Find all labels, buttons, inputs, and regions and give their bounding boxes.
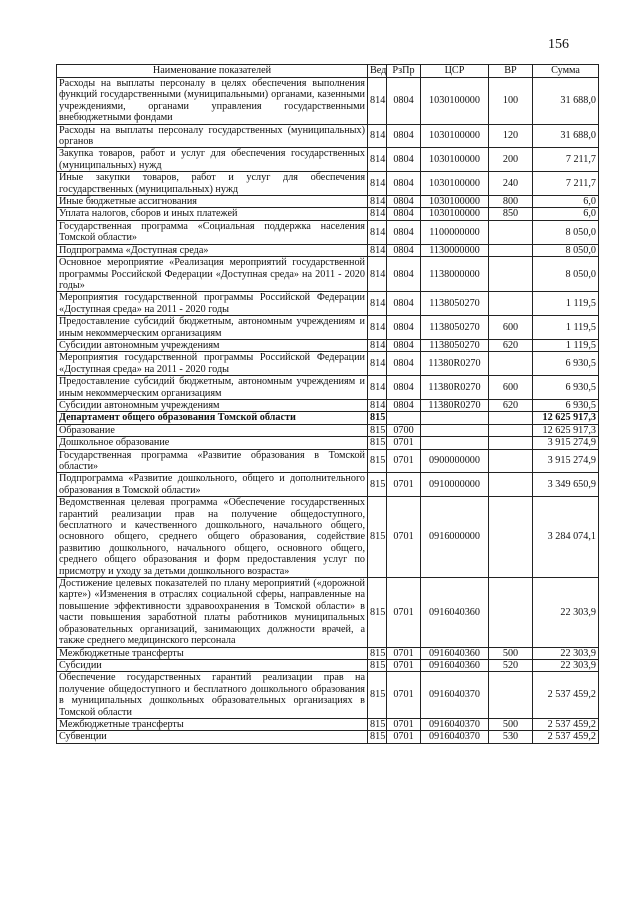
row-name: Дошкольное образование [57,437,368,449]
row-vr [489,220,533,244]
row-sum: 31 688,0 [533,78,599,125]
row-sum: 6,0 [533,196,599,208]
row-csr: 0900000000 [421,449,489,473]
row-name: Субсидии автономным учреждениям [57,399,368,411]
row-vr: 240 [489,172,533,196]
row-sum: 8 050,0 [533,257,599,292]
row-name: Субвенции [57,731,368,743]
row-rzpr: 0804 [387,208,421,220]
row-name: Подпрограмма «Развитие дошкольного, общего и дополнительного образования в Томской области» [57,473,368,497]
table-row [57,376,599,400]
row-name: Иные закупки товаров, работ и услуг для обеспечения государственных (муниципальных) нужд [57,172,368,196]
table-row [57,257,599,292]
row-rzpr: 0804 [387,352,421,376]
row-ved: 814 [368,376,387,400]
table-row [57,437,599,449]
row-sum: 12 625 917,3 [533,424,599,436]
row-sum: 2 537 459,2 [533,672,599,719]
row-csr: 1030100000 [421,196,489,208]
row-name: Уплата налогов, сборов и иных платежей [57,208,368,220]
table-row [57,399,599,411]
row-vr: 600 [489,376,533,400]
row-name: Государственная программа «Развитие образования в Томской области» [57,449,368,473]
row-rzpr: 0804 [387,292,421,316]
row-sum: 31 688,0 [533,124,599,148]
row-vr: 520 [489,659,533,671]
row-csr [421,437,489,449]
row-vr: 120 [489,124,533,148]
row-rzpr: 0804 [387,316,421,340]
row-ved: 814 [368,257,387,292]
row-sum: 6 930,5 [533,399,599,411]
table-row [57,449,599,473]
row-rzpr: 0701 [387,437,421,449]
row-csr: 1100000000 [421,220,489,244]
header-sum: Сумма [533,65,599,78]
row-vr [489,578,533,647]
row-ved: 814 [368,148,387,172]
row-csr: 11380R0270 [421,376,489,400]
row-vr [489,473,533,497]
row-rzpr: 0701 [387,672,421,719]
table-row [57,148,599,172]
row-rzpr: 0804 [387,244,421,256]
header-vr: ВР [489,65,533,78]
row-sum: 6,0 [533,208,599,220]
row-rzpr: 0804 [387,148,421,172]
row-rzpr: 0701 [387,647,421,659]
row-name: Достижение целевых показателей по плану мероприятий («дорожной карте») «Изменения в отраслях социальной сферы, направленные на повышение эффективности здравоохранения в Томской области» в части повышения заработной платы работников муниципальных образовательных организаций, занимающих должности врачей, а также среднего медицинского персонала [57,578,368,647]
row-name: Предоставление субсидий бюджетным, автономным учреждениям и иным некоммерческим организациям [57,376,368,400]
header-rzpr: РзПр [387,65,421,78]
table-row [57,292,599,316]
row-ved: 815 [368,497,387,578]
row-ved: 814 [368,172,387,196]
row-csr: 0916040360 [421,659,489,671]
row-rzpr: 0804 [387,78,421,125]
row-ved: 815 [368,659,387,671]
row-vr [489,449,533,473]
row-rzpr: 0701 [387,449,421,473]
row-sum: 2 537 459,2 [533,731,599,743]
row-name: Подпрограмма «Доступная среда» [57,244,368,256]
row-rzpr: 0701 [387,718,421,730]
row-rzpr: 0804 [387,172,421,196]
row-sum: 7 211,7 [533,172,599,196]
row-vr: 530 [489,731,533,743]
row-csr: 1030100000 [421,78,489,125]
row-vr [489,257,533,292]
row-rzpr: 0804 [387,257,421,292]
header-name: Наименование показателей [57,65,368,78]
row-vr: 850 [489,208,533,220]
row-csr: 1138050270 [421,292,489,316]
row-rzpr: 0804 [387,399,421,411]
row-name: Департамент общего образования Томской области [57,412,368,424]
row-ved: 814 [368,244,387,256]
row-ved: 814 [368,208,387,220]
row-vr: 200 [489,148,533,172]
row-ved: 814 [368,196,387,208]
row-sum: 8 050,0 [533,244,599,256]
row-rzpr: 0804 [387,376,421,400]
row-sum: 8 050,0 [533,220,599,244]
row-ved: 814 [368,316,387,340]
row-vr: 800 [489,196,533,208]
row-ved: 815 [368,647,387,659]
row-vr: 620 [489,339,533,351]
table-row [57,196,599,208]
row-name: Закупка товаров, работ и услуг для обеспечения государственных (муниципальных) нужд [57,148,368,172]
row-name: Расходы на выплаты персоналу в целях обеспечения выполнения функций государственными (муниципальными) органами, казенными учреждениями, органами управления государственными внебюджетными фондами [57,78,368,125]
row-name: Основное мероприятие «Реализация мероприятий государственной программы Российской Федерации «Доступная среда» на 2011 - 2020 годы» [57,257,368,292]
table-row [57,352,599,376]
budget-table [56,64,599,744]
row-name: Государственная программа «Социальная поддержка населения Томской области» [57,220,368,244]
row-csr: 1138000000 [421,257,489,292]
row-rzpr [387,412,421,424]
table-body [57,78,599,744]
row-name: Межбюджетные трансферты [57,718,368,730]
row-name: Образование [57,424,368,436]
row-ved: 815 [368,718,387,730]
row-vr [489,244,533,256]
table-row [57,578,599,647]
table-row [57,78,599,125]
row-sum: 2 537 459,2 [533,718,599,730]
row-csr: 1030100000 [421,208,489,220]
row-ved: 814 [368,399,387,411]
table-row [57,647,599,659]
row-name: Субсидии [57,659,368,671]
row-vr [489,292,533,316]
table-row [57,497,599,578]
row-csr: 1138050270 [421,339,489,351]
row-rzpr: 0701 [387,473,421,497]
table-row [57,316,599,340]
table-row [57,208,599,220]
table-row [57,659,599,671]
row-vr [489,412,533,424]
row-csr: 1030100000 [421,124,489,148]
row-csr: 0916040370 [421,731,489,743]
row-vr: 620 [489,399,533,411]
table-row [57,124,599,148]
row-rzpr: 0701 [387,578,421,647]
row-name: Мероприятия государственной программы Российской Федерации «Доступная среда» на 2011 - 2020 годы [57,292,368,316]
row-sum: 3 284 074,1 [533,497,599,578]
row-rzpr: 0701 [387,731,421,743]
row-rzpr: 0804 [387,339,421,351]
row-vr [489,497,533,578]
row-sum: 12 625 917,3 [533,412,599,424]
row-ved: 814 [368,292,387,316]
row-ved: 815 [368,473,387,497]
row-csr: 0916040370 [421,672,489,719]
row-ved: 814 [368,352,387,376]
row-sum: 22 303,9 [533,647,599,659]
row-csr: 0916000000 [421,497,489,578]
row-ved: 814 [368,339,387,351]
row-ved: 815 [368,672,387,719]
table-row [57,672,599,719]
row-csr: 11380R0270 [421,352,489,376]
row-vr: 600 [489,316,533,340]
row-name: Мероприятия государственной программы Российской Федерации «Доступная среда» на 2011 - 2020 годы [57,352,368,376]
row-sum: 6 930,5 [533,376,599,400]
table-row [57,220,599,244]
row-name: Обеспечение государственных гарантий реализации прав на получение общедоступного и бесплатного дошкольного образования в муниципальных дошкольных образовательных организациях в Томской области [57,672,368,719]
row-name: Предоставление субсидий бюджетным, автономным учреждениям и иным некоммерческим организациям [57,316,368,340]
table-row [57,731,599,743]
row-sum: 22 303,9 [533,578,599,647]
row-sum: 3 915 274,9 [533,449,599,473]
table-row [57,244,599,256]
row-ved: 815 [368,578,387,647]
table-header-row [57,65,599,78]
row-csr: 0916040360 [421,578,489,647]
row-csr: 1138050270 [421,316,489,340]
row-ved: 815 [368,412,387,424]
row-vr [489,352,533,376]
header-csr: ЦСР [421,65,489,78]
row-vr: 500 [489,647,533,659]
row-csr: 0916040370 [421,718,489,730]
row-ved: 814 [368,220,387,244]
row-ved: 814 [368,78,387,125]
table-row [57,424,599,436]
row-csr: 11380R0270 [421,399,489,411]
row-rzpr: 0701 [387,659,421,671]
row-ved: 815 [368,449,387,473]
row-name: Расходы на выплаты персоналу государственных (муниципальных) органов [57,124,368,148]
row-vr [489,437,533,449]
row-rzpr: 0804 [387,220,421,244]
row-name: Межбюджетные трансферты [57,647,368,659]
row-csr [421,424,489,436]
table-row [57,473,599,497]
row-vr: 500 [489,718,533,730]
row-rzpr: 0804 [387,196,421,208]
row-csr: 0910000000 [421,473,489,497]
row-sum: 3 349 650,9 [533,473,599,497]
row-csr: 1130000000 [421,244,489,256]
row-sum: 6 930,5 [533,352,599,376]
row-ved: 815 [368,731,387,743]
row-ved: 815 [368,437,387,449]
row-vr [489,424,533,436]
row-sum: 22 303,9 [533,659,599,671]
row-name: Субсидии автономным учреждениям [57,339,368,351]
row-csr [421,412,489,424]
table-row [57,718,599,730]
row-rzpr: 0701 [387,497,421,578]
table-row [57,339,599,351]
row-ved: 815 [368,424,387,436]
row-rzpr: 0804 [387,124,421,148]
row-vr: 100 [489,78,533,125]
row-rzpr: 0700 [387,424,421,436]
row-sum: 1 119,5 [533,292,599,316]
row-csr: 0916040360 [421,647,489,659]
row-name: Ведомственная целевая программа «Обеспечение государственных гарантий реализации прав на получение общедоступного, бесплатного и качественного дошкольного, начального общего, основного общего, среднего общего образования, содействие развитию дошкольного, начального общего, основного общего, среднего общего образования и форм предоставления услуг по присмотру и уходу за детьми дошкольного возраста» [57,497,368,578]
row-csr: 1030100000 [421,172,489,196]
row-sum: 1 119,5 [533,316,599,340]
header-ved: Вед [368,65,387,78]
page-number: 156 [548,37,569,52]
table-row [57,412,599,424]
row-sum: 1 119,5 [533,339,599,351]
table-row [57,172,599,196]
row-csr: 1030100000 [421,148,489,172]
row-sum: 7 211,7 [533,148,599,172]
row-name: Иные бюджетные ассигнования [57,196,368,208]
row-sum: 3 915 274,9 [533,437,599,449]
row-vr [489,672,533,719]
row-ved: 814 [368,124,387,148]
